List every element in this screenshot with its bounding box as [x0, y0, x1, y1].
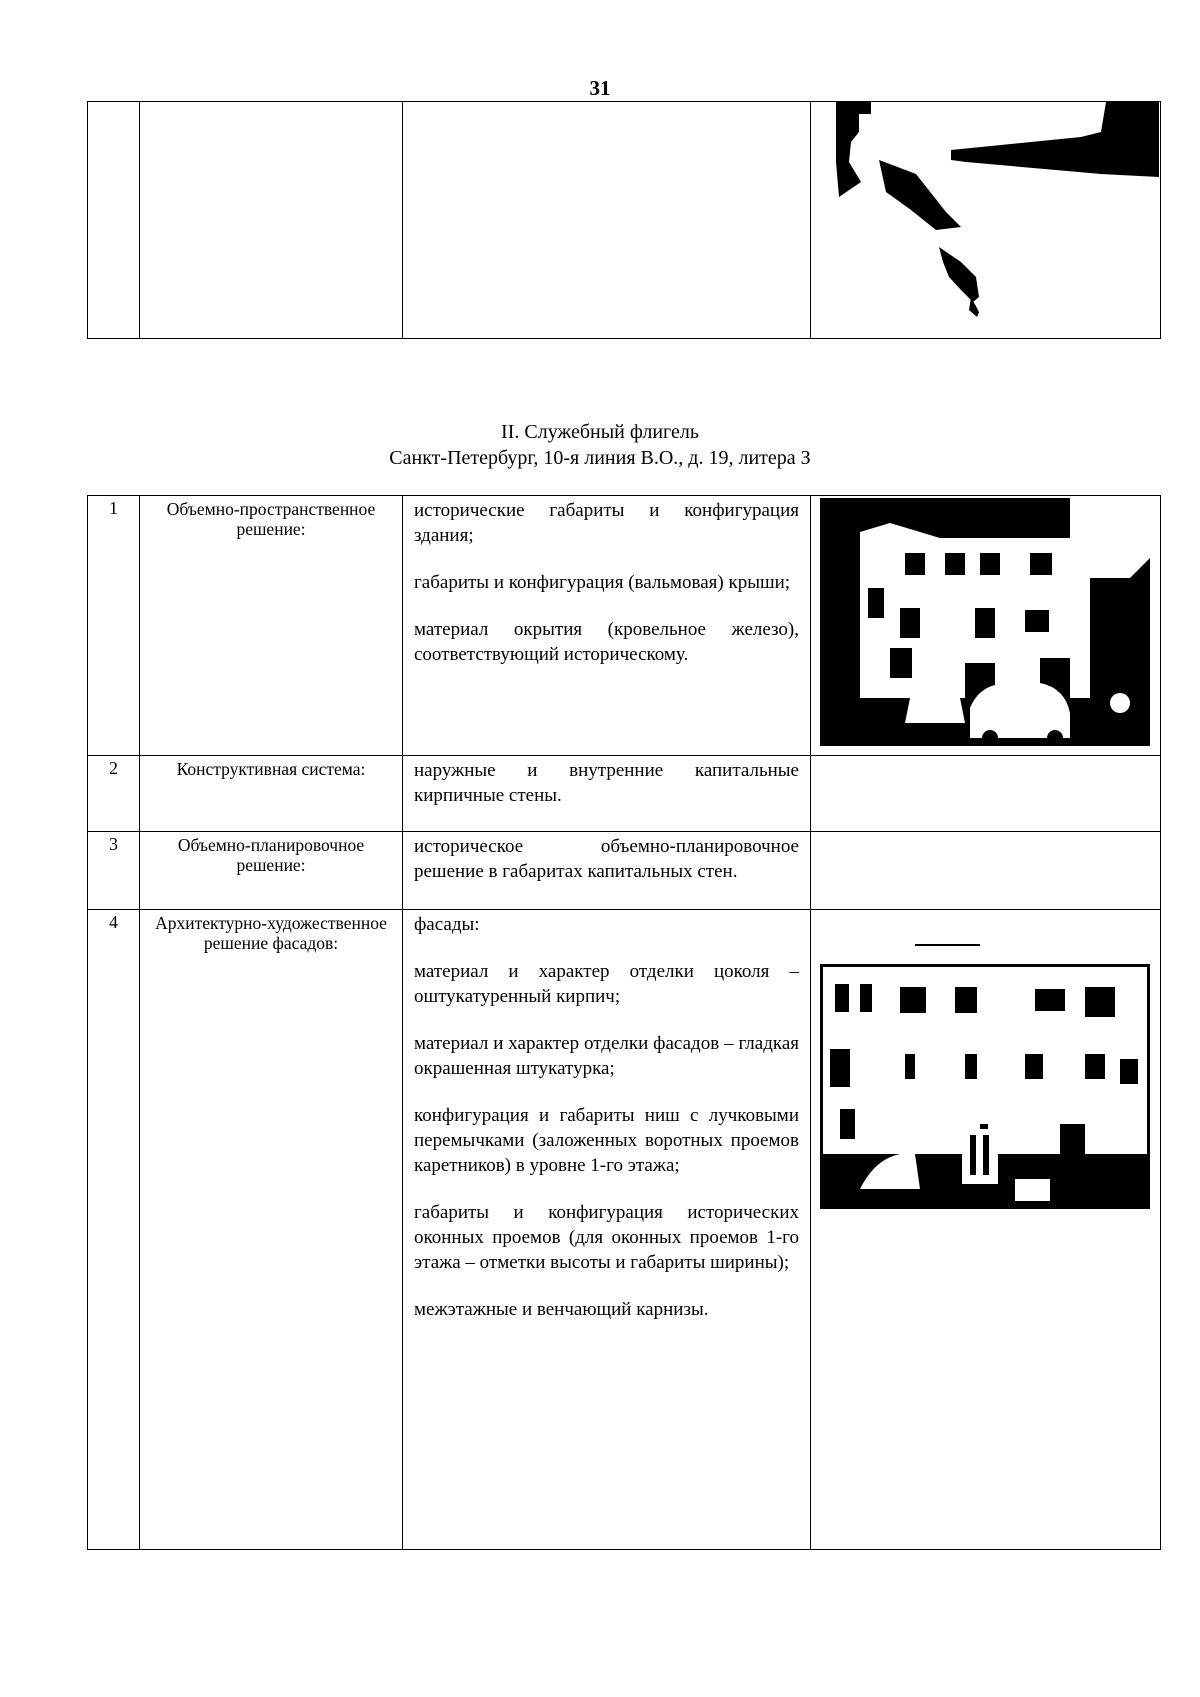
photo-cell — [811, 756, 1161, 832]
row-description — [403, 496, 811, 756]
row-number: 1 — [88, 496, 140, 756]
row-description — [403, 756, 811, 832]
row-label: Объемно-пространственное решение: — [140, 496, 403, 756]
protected-features-table — [87, 495, 1161, 1550]
row-label: Конструктивная система: — [140, 756, 403, 832]
table-row — [88, 910, 1161, 1550]
photo-cell — [811, 910, 1161, 1550]
description-item: материал и характер отделки цоколя – оштукатуренный кирпич; — [414, 961, 799, 1007]
table-row — [88, 102, 1161, 339]
row-number: 4 — [88, 910, 140, 1550]
row-number: 3 — [88, 832, 140, 910]
table-row — [88, 496, 1161, 756]
continuation-table — [87, 101, 1161, 339]
description-item: габариты и конфигурация (вальмовая) крыши; — [414, 572, 791, 593]
label-cell — [140, 102, 403, 339]
section-title: II. Служебный флигель — [501, 421, 699, 443]
roof-photo-fragment — [811, 102, 1159, 338]
description-item: наружные и внутренние капитальные кирпичные стены. — [414, 760, 799, 806]
description-item: конфигурация и габариты ниш с лучковыми перемычками (заложенных воротных проемов каретников) в уровне 1-го этажа; — [414, 1105, 799, 1176]
description-item: материал окрытия (кровельное железо), соответствующий историческому. — [414, 619, 799, 665]
facade-photo — [820, 939, 1150, 1209]
photo-cell — [811, 102, 1161, 339]
description-item: историческое объемно-планировочное решение в габаритах капитальных стен. — [414, 836, 799, 882]
description-item: исторические габариты и конфигурация здания; — [414, 500, 799, 546]
courtyard-photo — [820, 498, 1150, 746]
row-description — [403, 910, 811, 1550]
description-item: габариты и конфигурация исторических оконных проемов (для оконных проемов 1-го этажа – отметки высоты и габариты ширины); — [414, 1202, 799, 1273]
page-number: 31 — [589, 76, 611, 100]
description-item: материал и характер отделки фасадов – гладкая окрашенная штукатурка; — [414, 1033, 799, 1079]
table-row — [88, 832, 1161, 910]
section-address: Санкт-Петербург, 10-я линия В.О., д. 19, литера З — [389, 447, 811, 469]
description-item: фасады: — [414, 914, 480, 935]
photo-cell — [811, 496, 1161, 756]
table-row — [88, 756, 1161, 832]
row-label: Архитектурно-художественное решение фасадов: — [140, 910, 403, 1550]
row-description — [403, 832, 811, 910]
photo-cell — [811, 832, 1161, 910]
description-cell — [403, 102, 811, 339]
row-number: 2 — [88, 756, 140, 832]
description-item: межэтажные и венчающий карнизы. — [414, 1299, 709, 1320]
number-cell — [88, 102, 140, 339]
row-label: Объемно-планировочное решение: — [140, 832, 403, 910]
